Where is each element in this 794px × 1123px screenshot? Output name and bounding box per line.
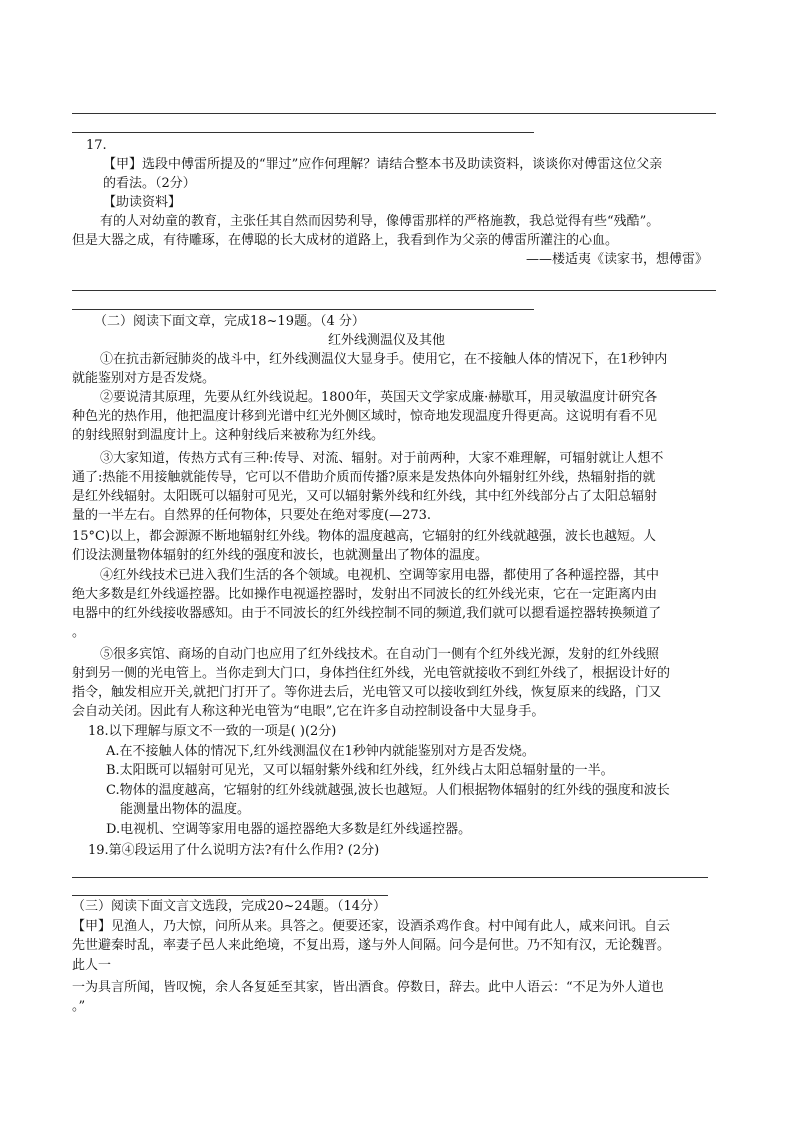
paragraph-line: 会自动关闭。因此有人称这种光电管为“电眼”,它在许多自动控制设备中大显身手。: [72, 704, 545, 719]
paragraph-line: ⑤很多宾馆、商场的自动门也应用了红外线技术。在自动门一侧有个红外线光源，发射的红外线照: [100, 647, 660, 662]
paragraph-line: 量的一半左右。自然界的任何物体，只要处在绝对零度(—273.: [72, 508, 432, 523]
paragraph-line: 。: [72, 625, 86, 640]
section-header: （二）阅读下面文章，完成18~19题。（4 分）: [94, 314, 365, 329]
answer-line: [72, 132, 534, 133]
question-number: 17.: [86, 138, 107, 153]
classical-text-line: 一为具言所闻，皆叹惋，余人各复延至其家，皆出酒食。停数日，辞去。此中人语云：“不足为外人道也: [72, 980, 664, 995]
answer-option-a: A.在不接触人体的情况下,红外线测温仪在1秒钟内就能鉴别对方是否发烧。: [106, 744, 535, 759]
paragraph-line: ④红外线技术已进入我们生活的各个领域。电视机、空调等家用电器，都使用了各种遥控器，其中: [100, 568, 660, 583]
paragraph-line: 15°C)以上，都会源源不断地辐射红外线。物体的温度越高，它辐射的红外线就越强，波长也越短。人: [72, 529, 657, 544]
classical-text-line: 此人一: [72, 958, 112, 973]
classical-text-line: 。”: [72, 999, 86, 1014]
paragraph-line: 射到另一侧的光电管上。当你走到大门口，身体挡住红外线，光电管就接收不到红外线了，根据设计好的: [72, 666, 671, 681]
paragraph-line: 通了:热能不用接触就能传导，它可以不借助介质而传播?原来是发热体向外辐射红外线，热辐射指的就: [72, 470, 656, 485]
aid-text: 有的人对幼童的教育，主张任其自然而因势利导，像傅雷那样的严格施教，我总觉得有些“残酷”。: [100, 214, 660, 229]
classical-text-line: 【甲】见渔人，乃大惊，问所从来。具答之。便要还家，设酒杀鸡作食。村中闻有此人，咸来问讯。自云: [72, 919, 671, 934]
answer-line: [72, 877, 708, 878]
paragraph-line: ③大家知道，传热方式有三种:传导、对流、辐射。对于前两种，大家不难理解，可辐射就让人想不: [100, 451, 664, 466]
question-prompt: 19.第④段运用了什么说明方法?有什么作用? (2分): [88, 843, 380, 858]
paragraph-line: 的射线照射到温度计上。这种射线后来被称为红外线。: [72, 428, 385, 443]
paragraph-line: 是红外线辐射。太阳既可以辐射可见光，又可以辐射紫外线和红外线，其中红外线部分占了太阳总辐射: [72, 489, 658, 504]
section-header: （三）阅读下面文言文选段，完成20~24题。（14分）: [72, 899, 387, 914]
aid-source: ——楼适夷《读家书，想傅雷》: [526, 252, 709, 267]
answer-line: [72, 895, 388, 896]
aid-text: 但是大器之成，有待雕琢，在傅聪的长大成材的道路上，我看到作为父亲的傅雷所灌注的心血。: [72, 233, 619, 248]
answer-option-c: C.物体的温度越高，它辐射的红外线就越强,波长也越短。人们根据物体辐射的红外线的强度和波长: [106, 783, 670, 798]
answer-option-b: B.太阳既可以辐射可见光，又可以辐射紫外线和红外线，红外线占太阳总辐射量的一半。: [106, 763, 614, 778]
answer-line: [72, 290, 716, 291]
answer-option-c-cont: 能测量出物体的温度。: [120, 802, 251, 817]
answer-option-d: D.电视机、空调等家用电器的遥控器绝大多数是红外线遥控器。: [106, 822, 472, 837]
paragraph-line: 种色光的热作用，他把温度计移到光谱中红光外侧区域时，惊奇地发现温度升得更高。这说明有看不见: [72, 409, 658, 424]
paragraph-line: 绝大多数是红外线遥控器。比如操作电视遥控器时，发射出不同波长的红外线光束，它在一定距离内由: [72, 587, 658, 602]
paragraph-line: 们设法测量物体辐射的红外线的强度和波长，也就测量出了物体的温度。: [72, 548, 489, 563]
classical-text-line: 先世避秦时乱，率妻子邑人来此绝境，不复出焉，遂与外人间隔。问今是何世。乃不知有汉，无论魏晋。: [72, 938, 671, 953]
article-title: 红外线测温仪及其他: [328, 333, 446, 348]
paragraph-line: ②要说清其原理，先要从红外线说起。1800年，英国天文学家成廉·赫歇耳，用灵敏温度计研究各: [100, 390, 658, 405]
paragraph-line: 就能鉴别对方是否发烧。: [72, 371, 216, 386]
answer-line: [72, 309, 534, 310]
question-prompt: 18.以下理解与原文不一致的一项是( )(2分): [88, 724, 337, 739]
question-prompt: 【甲】选段中傅雷所提及的“罪过”应作何理解？请结合整本书及助读资料，谈谈你对傅雷这位父亲: [103, 157, 663, 172]
paragraph-line: 电器中的红外线接收器感知。由于不同波长的红外线控制不同的频道,我们就可以摁看遥控器转换频道了: [72, 606, 662, 621]
question-prompt: 的看法。（2分）: [103, 176, 196, 191]
paragraph-line: ①在抗击新冠肺炎的战斗中，红外线测温仪大显身手。使用它，在不接触人体的情况下，在1秒钟内: [100, 352, 668, 367]
paragraph-line: 指令，触发相应开关,就把门打开了。等你进去后，光电管又可以接收到红外线，恢复原来的线路，门又: [72, 685, 662, 700]
answer-line: [72, 113, 716, 114]
aid-title: 【助读资料】: [103, 195, 182, 210]
